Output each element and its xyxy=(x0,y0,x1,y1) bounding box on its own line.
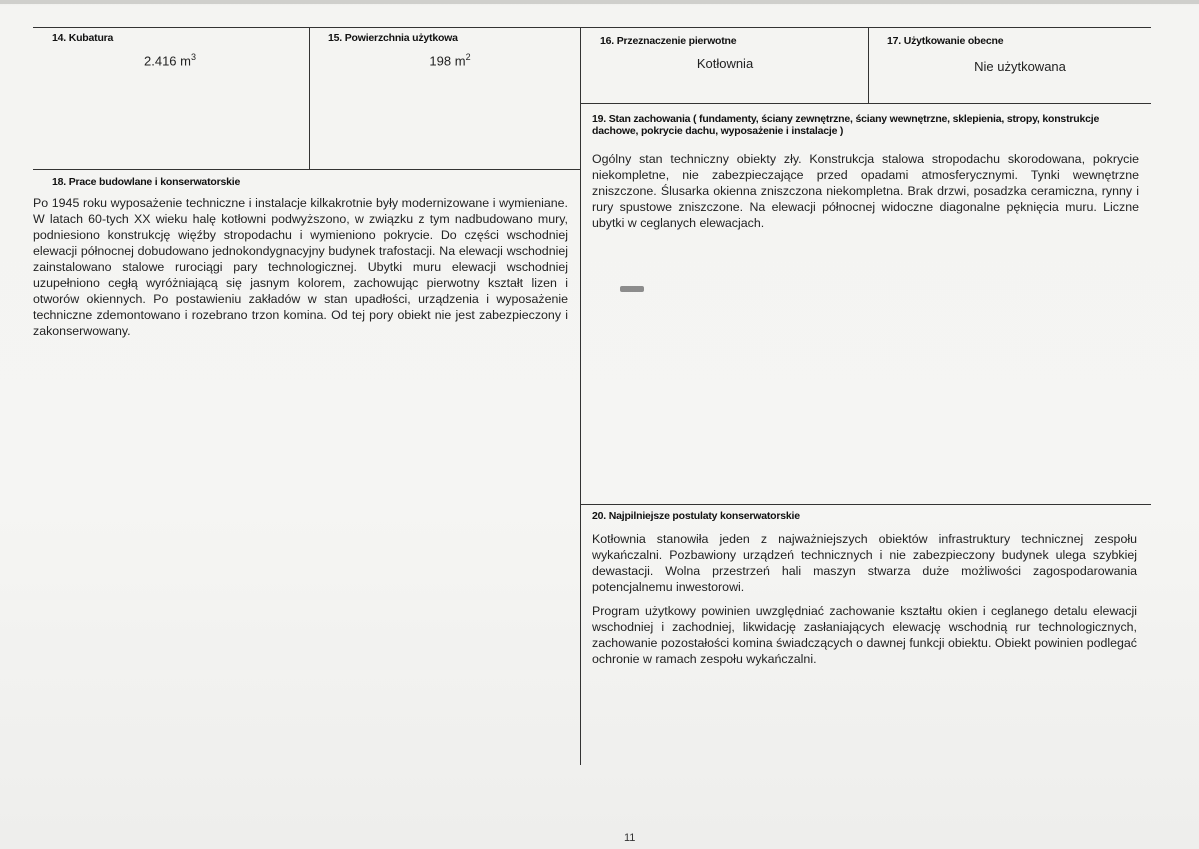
scan-smudge xyxy=(620,286,644,292)
prace-text: Po 1945 roku wyposażenie techniczne i instalacje kilkakrotnie były modernizowane i wymieniane. W latach 60-tych XX wieku halę kotłowni podwyższono, w związku z tym nadbudowano mury, podniesiono konstrukcję więźby stropodachu i wymieniono pokrycie. Do części wschodniej elewacji północnej dobudowano jednokondygnacyjny budynek trafostacji. Na elewacji wschodniej zainstalowano stalowe rurociągi pary technologicznej. Ubytki muru elewacji wschodniej uzupełniono cegłą wyróżniającą się jasnym kolorem, zachowując pierwotny kształt lizen i otworów okiennych. Po postawieniu zakładów w stan upadłości, urządzenia i wyposażenie techniczne zdemontowano i rozebrano trzon komina. Od tej pory obiekt nie jest zabezpieczony i zakonserwowany. xyxy=(33,196,568,338)
divider-16-17 xyxy=(868,27,869,103)
stan-zachowania-title: 19. Stan zachowania ( fundamenty, ściany zewnętrzne, ściany wewnętrzne, sklepienia, stropy, konstrukcje dachowe, pokrycie dachu, wyposażenie i instalacje ) xyxy=(592,113,1100,137)
postulaty-text-2: Program użytkowy powinien uwzględniać zachowanie kształtu okien i ceglanego detalu elewacji wschodniej i zachodniej, likwidację zasłaniających elewację wschodnią rur technologicznych, zachowanie pozostałości komina świadczących o dawnej funkcji obiektu. Obiekt powinien podlegać ochronie w ramach zespołu wykańczalni. xyxy=(592,604,1137,666)
kubatura-value: 2.416 $m^3$ xyxy=(144,52,196,69)
kubatura-title: 14. Kubatura xyxy=(52,32,114,44)
powierzchnia-value: 198 $m^2$ xyxy=(429,52,471,69)
page-number: 11 xyxy=(624,832,636,844)
center-divider xyxy=(580,27,581,765)
divider-row-18 xyxy=(33,169,580,170)
divider-14-15 xyxy=(309,27,310,169)
divider-row-20 xyxy=(580,504,1151,505)
scan-edge xyxy=(0,0,1199,4)
top-border xyxy=(33,27,1151,28)
powierzchnia-title: 15. Powierzchnia użytkowa xyxy=(328,32,458,44)
prace-title: 18. Prace budowlane i konserwatorskie xyxy=(52,176,241,188)
przeznaczenie-title: 16. Przeznaczenie pierwotne xyxy=(600,35,737,47)
postulaty-title: 20. Najpilniejsze postulaty konserwatorskie xyxy=(592,510,800,522)
postulaty-text-1: Kotłownia stanowiła jeden z najważniejszych obiektów infrastruktury technicznej zespołu wykańczalni. Pozbawiony urządzeń technicznych i nie zabezpieczony budynek ulega szybkiej dewastacji. Wolna przestrzeń hali maszyn stwarza duże możliwości zagospodarowania potencjalnemu inwestorowi. xyxy=(592,532,1137,594)
divider-row-19 xyxy=(580,103,1151,104)
przeznaczenie-value: Kotłownia xyxy=(696,56,754,71)
uzytkowanie-value: Nie użytkowana xyxy=(974,59,1066,74)
stan-zachowania-text: Ogólny stan techniczny obiekty zły. Konstrukcja stalowa stropodachu skorodowana, pokrycie niekompletne, nie zabezpieczające przed opadami atmosferycznymi. Tynki wewnętrzne zniszczone. Ślusarka okienna zniszczona niekompletna. Brak drzwi, posadzka ceramiczna, rynny i rury spustowe zniszczone. Na elewacji północnej widoczne diagonalne pęknięcia muru. Liczne ubytki w ceglanych elewacjach. xyxy=(592,152,1139,230)
uzytkowanie-title: 17. Użytkowanie obecne xyxy=(887,35,1004,47)
